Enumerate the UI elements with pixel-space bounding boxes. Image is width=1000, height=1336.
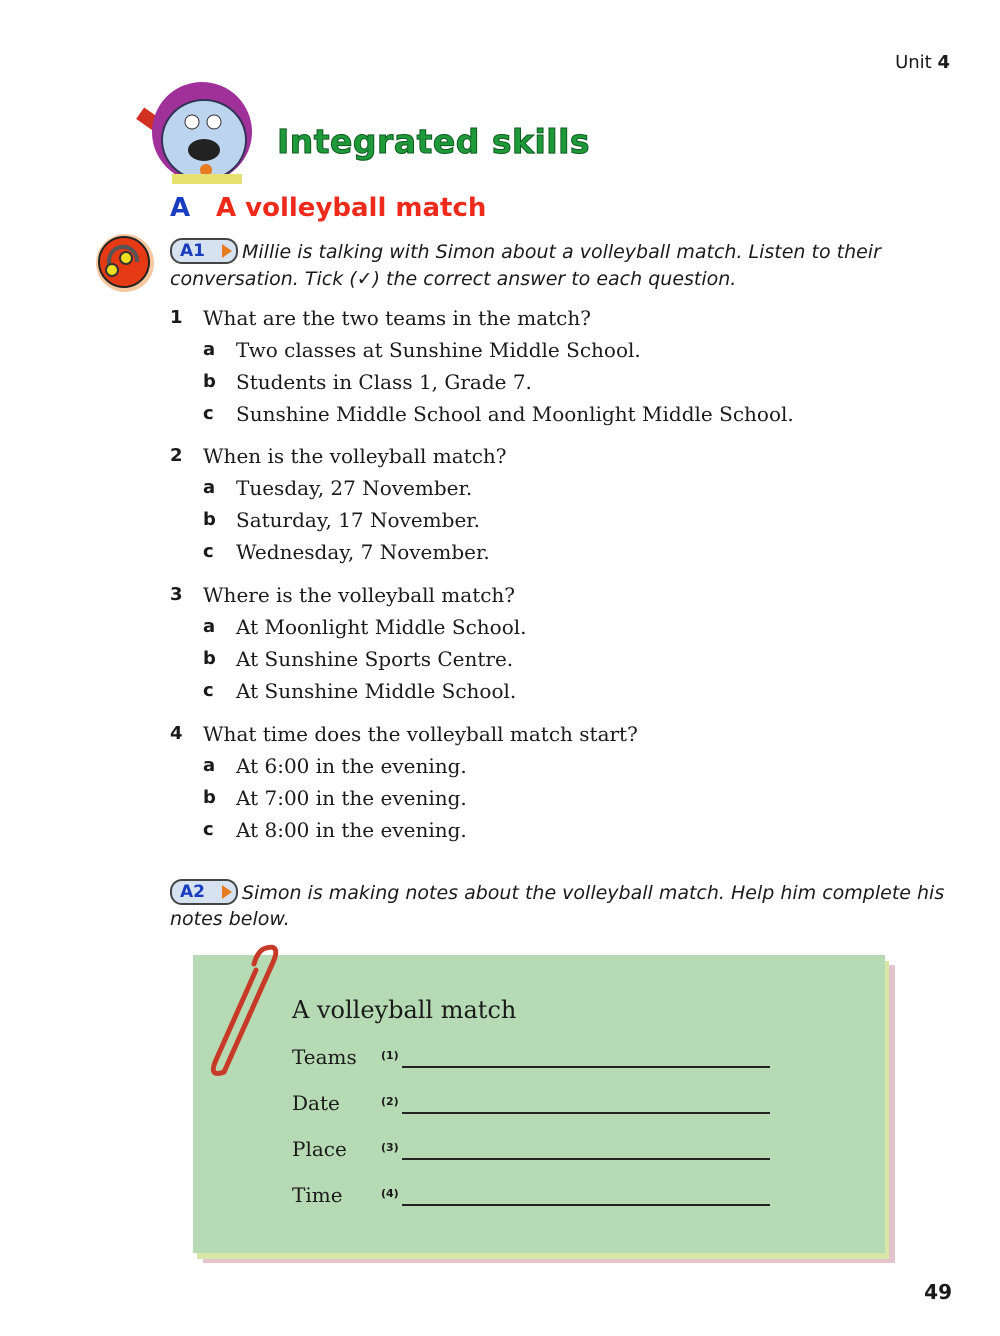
option-text: Saturday, 17 November. — [236, 508, 480, 532]
question-number: 2 — [170, 445, 183, 466]
option-text: Sunshine Middle School and Moonlight Middle School. — [236, 402, 794, 426]
notes-label-time: Time — [292, 1183, 343, 1207]
option-text: At Sunshine Middle School. — [236, 679, 517, 703]
notes-label-teams: Teams — [292, 1045, 357, 1069]
question-number: 4 — [170, 723, 183, 744]
option-letter: c — [203, 819, 214, 840]
a1-instruction-line2: conversation. Tick (✓) the correct answer to each question. — [170, 268, 737, 290]
question-number: 3 — [170, 584, 183, 605]
question-text: What are the two teams in the match? — [203, 306, 591, 330]
question-text: When is the volleyball match? — [203, 444, 507, 468]
notes-label-date: Date — [292, 1091, 340, 1115]
answer-blank-4[interactable] — [402, 1204, 770, 1206]
a2-instruction-line1: Simon is making notes about the volleyball match. Help him complete his — [242, 882, 945, 904]
a1-instruction-line1: Millie is talking with Simon about a volleyball match. Listen to their — [242, 241, 881, 263]
option-letter: a — [203, 477, 216, 498]
option-letter: c — [203, 403, 214, 424]
question-number: 1 — [170, 307, 183, 328]
exercise-badge-a1: A1 — [170, 238, 238, 264]
page-title: Integrated skills — [277, 122, 591, 161]
option-text: At 8:00 in the evening. — [236, 818, 467, 842]
option-letter: c — [203, 680, 214, 701]
option-letter: a — [203, 339, 216, 360]
option-letter: c — [203, 541, 214, 562]
blank-number: (3) — [381, 1141, 399, 1154]
option-letter: b — [203, 648, 216, 669]
option-text: Wednesday, 7 November. — [236, 540, 490, 564]
listening-headphones-icon — [93, 232, 159, 294]
option-text: At 7:00 in the evening. — [236, 786, 467, 810]
option-text: Tuesday, 27 November. — [236, 476, 473, 500]
play-icon — [222, 244, 232, 258]
page-number: 49 — [924, 1280, 952, 1304]
option-letter: b — [203, 371, 216, 392]
option-letter: b — [203, 787, 216, 808]
blank-number: (4) — [381, 1187, 399, 1200]
section-letter: A — [170, 193, 191, 223]
blank-number: (2) — [381, 1095, 399, 1108]
dog-mascot-icon — [122, 82, 272, 187]
notes-label-place: Place — [292, 1137, 347, 1161]
blank-number: (1) — [381, 1049, 399, 1062]
question-text: Where is the volleyball match? — [203, 583, 516, 607]
answer-blank-3[interactable] — [402, 1158, 770, 1160]
notes-title: A volleyball match — [292, 996, 517, 1024]
exercise-badge-a2: A2 — [170, 879, 238, 905]
paperclip-icon — [196, 940, 286, 1080]
question-text: What time does the volleyball match start? — [203, 722, 638, 746]
option-letter: a — [203, 755, 216, 776]
section-title: A volleyball match — [216, 193, 487, 223]
a2-instruction-line2: notes below. — [170, 908, 290, 930]
option-text: At 6:00 in the evening. — [236, 754, 467, 778]
option-text: Two classes at Sunshine Middle School. — [236, 338, 641, 362]
answer-blank-1[interactable] — [402, 1066, 770, 1068]
option-letter: a — [203, 616, 216, 637]
option-text: At Moonlight Middle School. — [236, 615, 527, 639]
unit-label: Unit 4 — [895, 52, 950, 73]
option-text: At Sunshine Sports Centre. — [236, 647, 514, 671]
answer-blank-2[interactable] — [402, 1112, 770, 1114]
option-letter: b — [203, 509, 216, 530]
play-icon — [222, 885, 232, 899]
option-text: Students in Class 1, Grade 7. — [236, 370, 532, 394]
